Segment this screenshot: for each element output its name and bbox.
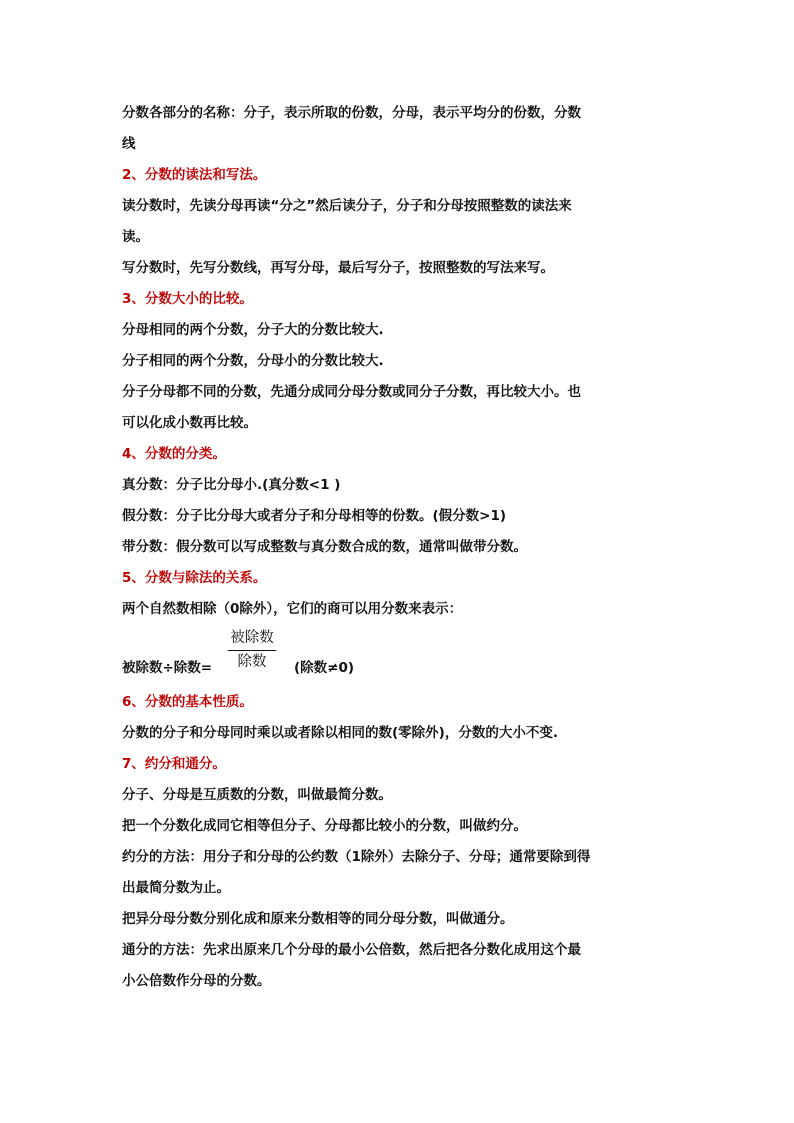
s7-paragraph-5a: 通分的方法：先求出原来几个分母的最小公倍数，然后把各分数化成用这个最 bbox=[122, 942, 581, 958]
fraction bbox=[228, 627, 276, 672]
s3-paragraph-2: 分子相同的两个分数，分母小的分数比较大. bbox=[122, 353, 384, 369]
intro-line-1: 分数各部分的名称：分子，表示所取的份数，分母，表示平均分的份数，分数 bbox=[122, 105, 581, 121]
formula-condition: (除数≠0) bbox=[294, 660, 355, 676]
s3-paragraph-3b: 可以化成小数再比较。 bbox=[122, 415, 257, 431]
s7-paragraph-1: 分子、分母是互质数的分数，叫做最简分数。 bbox=[122, 787, 392, 803]
s5-paragraph-1: 两个自然数相除（0除外），它们的商可以用分数来表示： bbox=[122, 601, 463, 617]
s7-paragraph-5b: 小公倍数作分母的分数。 bbox=[122, 973, 271, 989]
s4-paragraph-2: 假分数：分子比分母大或者分子和分母相等的份数。(假分数>1) bbox=[122, 508, 507, 524]
division-fraction-formula bbox=[122, 627, 678, 685]
s2-paragraph-2: 写分数时，先写分数线，再写分母，最后写分子，按照整数的写法来写。 bbox=[122, 260, 554, 276]
s2-paragraph-1a: 读分数时，先读分母再读“分之”然后读分子，分子和分母按照整数的读法来 bbox=[122, 198, 572, 214]
s3-paragraph-3a: 分子分母都不同的分数，先通分成同分母分数或同分子分数，再比较大小。也 bbox=[122, 384, 581, 400]
section-3-heading: 3、分数大小的比较。 bbox=[122, 291, 253, 307]
section-2-heading: 2、分数的读法和写法。 bbox=[122, 167, 267, 183]
fraction-numerator: 被除数 bbox=[230, 630, 274, 646]
s6-paragraph-1: 分数的分子和分母同时乘以或者除以相同的数(零除外)，分数的大小不变. bbox=[122, 725, 558, 741]
section-4-heading: 4、分数的分类。 bbox=[122, 446, 226, 462]
s4-paragraph-1: 真分数：分子比分母小.(真分数<1 ) bbox=[122, 477, 341, 493]
s2-paragraph-1b: 读。 bbox=[122, 229, 149, 245]
s7-paragraph-3b: 出最简分数为止。 bbox=[122, 880, 230, 896]
fraction-bar bbox=[228, 650, 276, 651]
s7-paragraph-2: 把一个分数化成同它相等但分子、分母都比较小的分数，叫做约分。 bbox=[122, 818, 527, 834]
s3-paragraph-1: 分母相同的两个分数，分子大的分数比较大. bbox=[122, 322, 384, 338]
s4-paragraph-3: 带分数：假分数可以写成整数与真分数合成的数，通常叫做带分数。 bbox=[122, 539, 527, 555]
formula-label: 被除数÷除数= bbox=[122, 660, 213, 676]
intro-line-2: 线 bbox=[122, 136, 136, 152]
fraction-denominator: 除数 bbox=[237, 654, 267, 670]
s7-paragraph-4: 把异分母分数分别化成和原来分数相等的同分母分数，叫做通分。 bbox=[122, 911, 514, 927]
document-page bbox=[122, 98, 678, 997]
section-6-heading: 6、分数的基本性质。 bbox=[122, 694, 253, 710]
section-7-heading: 7、约分和通分。 bbox=[122, 756, 226, 772]
section-5-heading: 5、分数与除法的关系。 bbox=[122, 570, 267, 586]
s7-paragraph-3a: 约分的方法：用分子和分母的公约数（1除外）去除分子、分母；通常要除到得 bbox=[122, 849, 591, 865]
